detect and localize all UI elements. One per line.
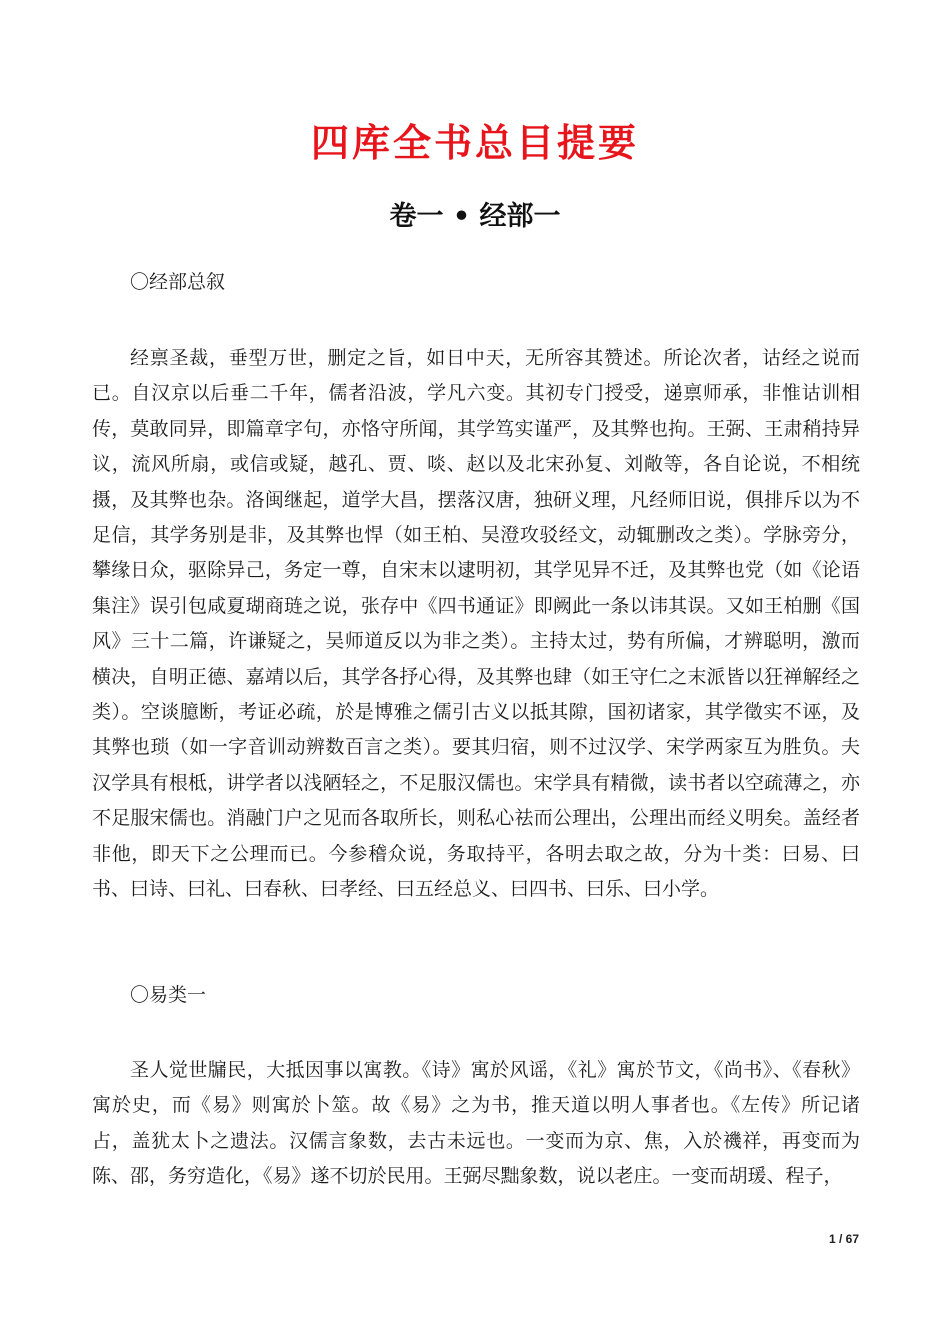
section-heading-yi-category: 〇易类一 (130, 984, 207, 1006)
section-paragraph-yi-category: 圣人觉世牖民，大抵因事以寓教。《诗》寓於风谣，《礼》寓於节文，《尚书》、《春秋》寓於史，而《易》则寓於卜筮。故《易》之为书，推天道以明人事者也。《左传》所记诸占，盖犹太卜之遗法。汉儒言象数，去古未远也。一变而为京、焦，入於禨祥，再变而为陈、邵，务穷造化，《易》遂不切於民用。王弼尽黜象数，说以老庄。一变而胡瑗、程子， (92, 1059, 860, 1188)
section-paragraph-general-preface: 经禀圣裁，垂型万世，删定之旨，如日中天，无所容其赞述。所论次者，诂经之说而已。自汉京以后垂二千年，儒者沿波，学凡六变。其初专门授受，递禀师承，非惟诂训相传，莫敢同异，即篇章字句，亦恪守所闻，其学笃实谨严，及其弊也拘。王弼、王肃稍持异议，流风所扇，或信或疑，越孔、贾、啖、赵以及北宋孙复、刘敞等，各自论说，不相统摄，及其弊也杂。洛闽继起，道学大昌，摆落汉唐，独研义理，凡经师旧说，俱排斥以为不足信，其学务别是非，及其弊也悍（如王柏、吴澄攻驳经文，动辄删改之类）。学脉旁分，攀缘日众，驱除异己，务定一尊，自宋末以逮明初，其学见异不迁，及其弊也党（如《论语集注》误引包咸夏瑚商琏之说，张存中《四书通证》即阙此一条以讳其误。又如王柏删《国风》三十二篇，许谦疑之，吴师道反以为非之类）。主持太过，势有所偏，才辨聪明，激而横决，自明正德、嘉靖以后，其学各抒心得，及其弊也肆（如王守仁之末派皆以狂禅解经之类）。空谈臆断，考证必疏，於是博雅之儒引古义以抵其隙，国初诸家，其学徵实不诬，及其弊也琐（如一字音训动辨数百言之类）。要其归宿，则不过汉学、宋学两家互为胜负。夫汉学具有根柢，讲学者以浅陋轻之，不足服汉儒也。宋学具有精微，读书者以空疏薄之，亦不足服宋儒也。消融门户之见而各取所长，则私心祛而公理出，公理出而经义明矣。盖经者非他，即天下之公理而已。今参稽众说，务取持平，各明去取之故，分为十类：曰易、曰书、曰诗、曰礼、曰春秋、曰孝经、曰五经总义、曰四书、曰乐、曰小学。 (92, 347, 860, 901)
chapter-subtitle: 卷一 • 经部一 (389, 201, 561, 232)
page-number-indicator: 1 / 67 (828, 1232, 859, 1246)
document-title: 四库全书总目提要 (310, 121, 639, 165)
section-heading-general-preface: 〇经部总叙 (130, 271, 226, 293)
